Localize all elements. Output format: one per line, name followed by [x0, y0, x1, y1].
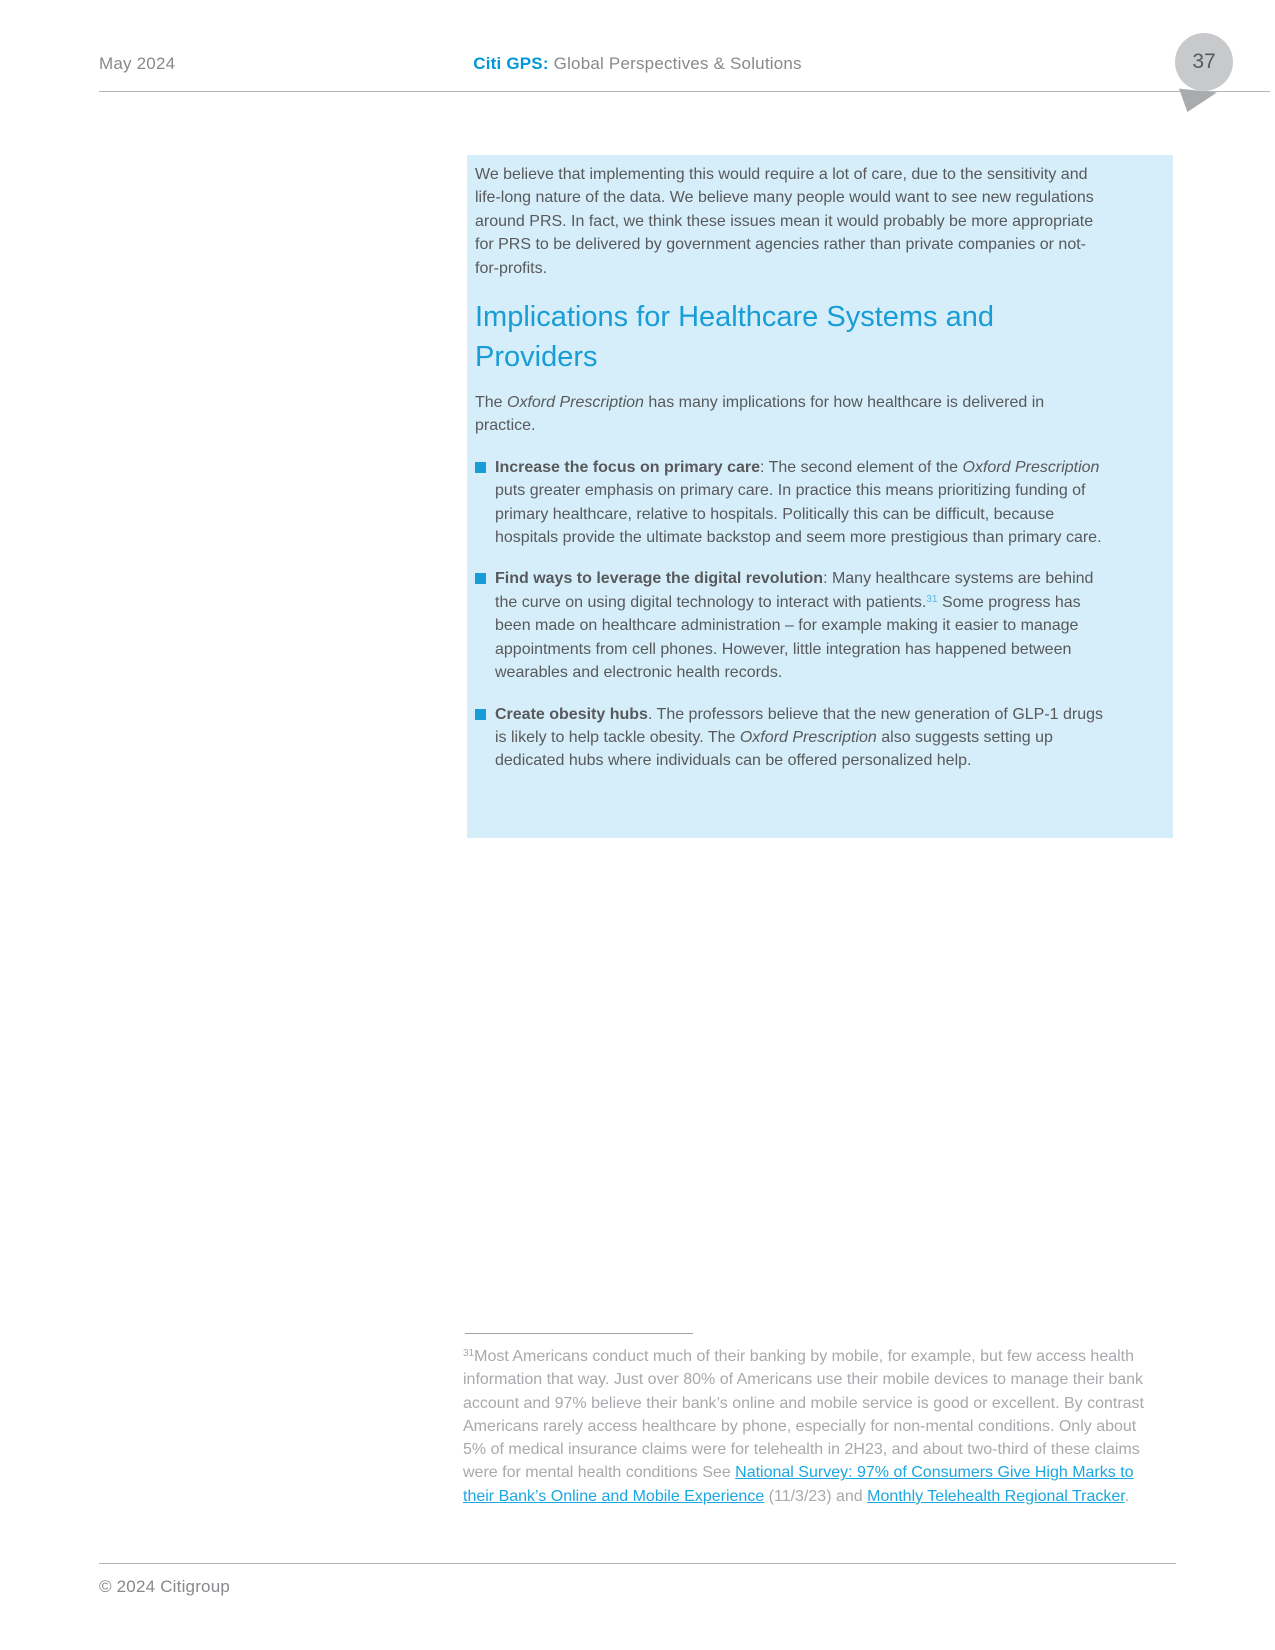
- text-segment: Oxford Prescription: [507, 394, 644, 412]
- bullet-item: [475, 567, 1109, 684]
- text-segment: The: [475, 394, 508, 412]
- footnote-link[interactable]: Monthly Telehealth Regional Tracker: [867, 1487, 1125, 1505]
- footnote-section: [463, 1333, 1158, 1508]
- header-title: [0, 54, 1275, 74]
- text-segment: Oxford Prescription: [962, 458, 1100, 476]
- text-segment: Some progress has been made on healthcare administration – for example making it easier to manage appointments from cell phones. However, little integration has happened between wearables and electronic health records.: [495, 593, 1081, 682]
- text-segment: Find ways to leverage the digital revolution: [495, 570, 824, 588]
- header-date: May 2024: [99, 54, 176, 73]
- footer-rule: [99, 1563, 1176, 1564]
- header-rule: [99, 91, 1270, 92]
- bullet-item: [475, 703, 1109, 773]
- highlight-box: [467, 155, 1173, 838]
- text-segment: (11/3/23) and: [764, 1487, 868, 1505]
- intro-paragraph: We believe that implementing this would require a lot of care, due to the sensitivity and life-long nature of the data. We believe many people would want to see new regulations around PRS. In fact, we think these issues mean it would probably be more appropriate for PRS to be delivered by government agencies rather than private companies or not-for-profits.: [475, 166, 1094, 277]
- footnote-text: [463, 1345, 1158, 1508]
- page-number-badge: [1175, 33, 1233, 91]
- bullet-square-icon: [475, 709, 486, 720]
- text-segment: Increase the focus on primary care: [495, 458, 760, 476]
- text-segment: Create obesity hubs: [495, 705, 648, 723]
- bullet-text: [495, 567, 1105, 684]
- text-segment: Most Americans conduct much of their banking by mobile, for example, but few access health information that way. Just over 80% of Americans use their mobile devices to manage their bank account and 97% believe their bank’s online and mobile service is good or excellent. By contrast Americans rarely access healthcare by phone, especially for non-mental conditions. Only about 5% of medical insurance claims were for telehealth in 2H23, and about two-third of these claims were for mental health conditions See: [463, 1348, 1144, 1482]
- header-brand-suffix: Global Perspectives & Solutions: [548, 54, 802, 73]
- bullet-text: [495, 456, 1105, 550]
- text-segment: : The second element of the: [760, 458, 963, 476]
- header-brand: Citi GPS:: [473, 54, 549, 73]
- page-number: 37: [1192, 50, 1216, 73]
- text-segment: . The professors believe that the new generation of GLP-1 drugs is likely to help tackle obesity. The: [495, 705, 1104, 746]
- section-heading: Implications for Healthcare Systems and Providers: [475, 301, 994, 374]
- text-segment: has many implications for how healthcare is delivered in practice.: [475, 394, 1045, 435]
- text-segment: also suggests setting up dedicated hubs where individuals can be offered personalized help.: [495, 728, 1053, 770]
- bullet-text: [495, 703, 1105, 773]
- lead-paragraph: [475, 391, 1109, 438]
- copyright: © 2024 Citigroup: [99, 1577, 231, 1596]
- bullet-square-icon: [475, 573, 486, 584]
- text-segment: puts greater emphasis on primary care. In practice this means prioritizing funding of primary healthcare, relative to hospitals. Politically this can be difficult, because hospitals provide the ultimate backstop and seem more prestigious than primary care.: [495, 482, 1102, 547]
- footnote-divider: [465, 1333, 693, 1334]
- text-segment: Oxford Prescription: [739, 728, 877, 746]
- text-segment: : Many healthcare systems are behind the curve on using digital technology to interact with patients.: [495, 570, 1094, 611]
- text-segment: .: [1124, 1487, 1130, 1505]
- footnote-link[interactable]: National Survey: 97% of Consumers Give High Marks to their Bank’s Online and Mobile Experience: [463, 1464, 1134, 1505]
- bullet-square-icon: [475, 462, 486, 473]
- bullet-item: [475, 456, 1109, 550]
- text-segment: 31: [926, 593, 938, 605]
- text-segment: 31: [463, 1348, 475, 1359]
